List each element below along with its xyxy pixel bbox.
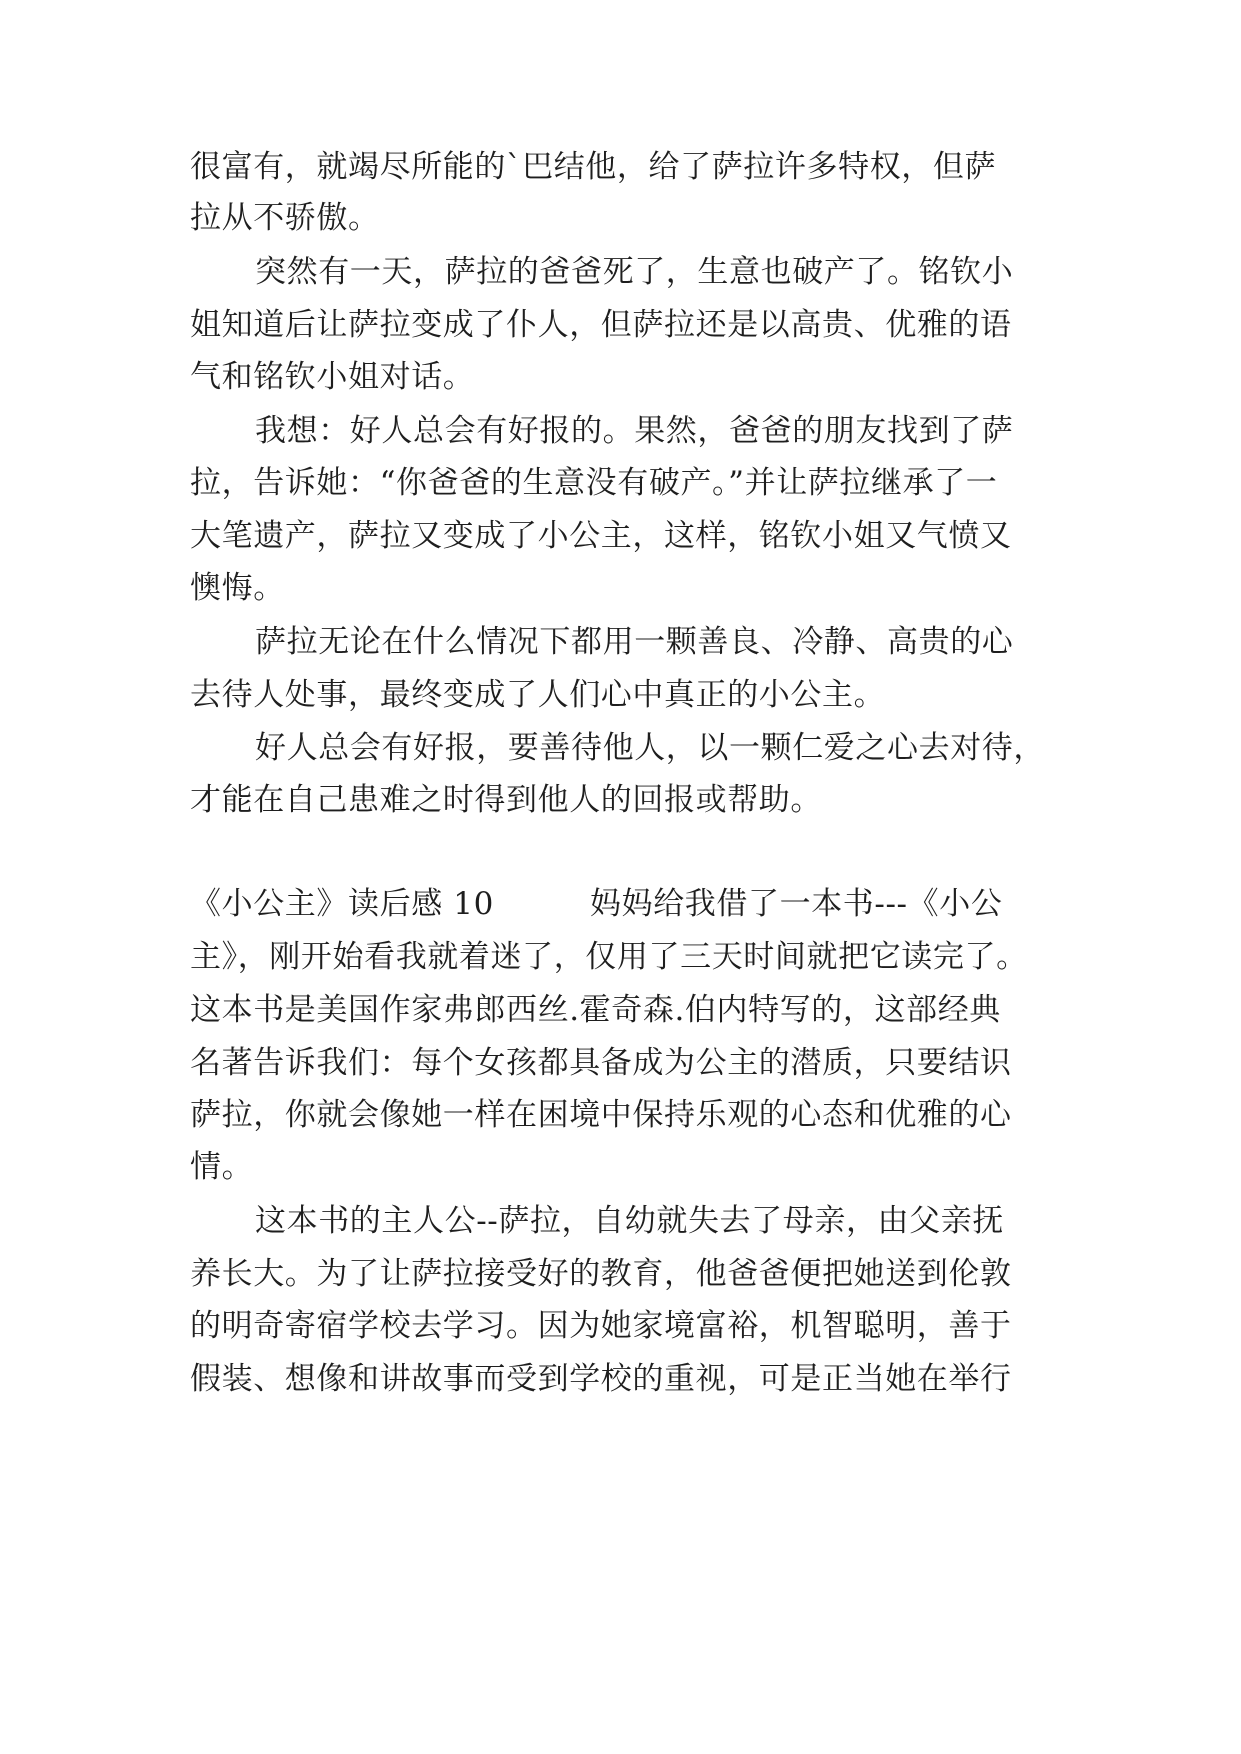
paragraph-start: 这本书的主人公--萨拉，自幼就失去了母亲，由父亲抚 (255, 1203, 1004, 1239)
text-line: 拉，告诉她：“你爸爸的生意没有破产。”并让萨拉继承了一 (190, 465, 998, 501)
section-heading: 《小公主》读后感 10 (190, 886, 494, 922)
paragraph-start: 好人总会有好报，要善待他人，以一颗仁爱之心去对待， (255, 730, 1045, 766)
paragraph-start: 萨拉无论在什么情况下都用一颗善良、冷静、高贵的心 (255, 624, 1014, 660)
text-line: 很富有，就竭尽所能的`巴结他，给了萨拉许多特权，但萨 (190, 149, 997, 185)
paragraph-start: 我想：好人总会有好报的。果然，爸爸的朋友找到了萨 (255, 413, 1014, 449)
text-line: 气和铭钦小姐对话。 (190, 359, 475, 395)
text-line: 情。 (190, 1149, 254, 1185)
text-line: 这本书是美国作家弗郎西丝.霍奇森.伯内特写的，这部经典 (190, 992, 1001, 1028)
text-line: 姐知道后让萨拉变成了仆人，但萨拉还是以高贵、优雅的语 (190, 307, 1012, 343)
text-line: 大笔遗产，萨拉又变成了小公主，这样，铭钦小姐又气愤又 (190, 518, 1012, 554)
text-line: 主》，刚开始看我就着迷了，仅用了三天时间就把它读完了。 (190, 939, 1028, 975)
text-line: 萨拉，你就会像她一样在困境中保持乐观的心态和优雅的心 (190, 1097, 1012, 1133)
text-line: 才能在自己患难之时得到他人的回报或帮助。 (190, 782, 822, 818)
text-line: 去待人处事，最终变成了人们心中真正的小公主。 (190, 677, 886, 713)
section-heading-line (190, 884, 1070, 924)
paragraph-start: 突然有一天，萨拉的爸爸死了，生意也破产了。铭钦小 (255, 254, 1014, 290)
text-line: 的明奇寄宿学校去学习。因为她家境富裕，机智聪明，善于 (190, 1308, 1012, 1344)
text-line: 名著告诉我们：每个女孩都具备成为公主的潜质，只要结识 (190, 1045, 1012, 1081)
text-line: 妈妈给我借了一本书---《小公 (590, 886, 1003, 922)
text-line: 假装、想像和讲故事而受到学校的重视，可是正当她在举行 (190, 1361, 1012, 1397)
text-line: 拉从不骄傲。 (190, 200, 380, 236)
text-line: 养长大。为了让萨拉接受好的教育，他爸爸便把她送到伦敦 (190, 1256, 1012, 1292)
text-line: 懊悔。 (190, 570, 285, 606)
